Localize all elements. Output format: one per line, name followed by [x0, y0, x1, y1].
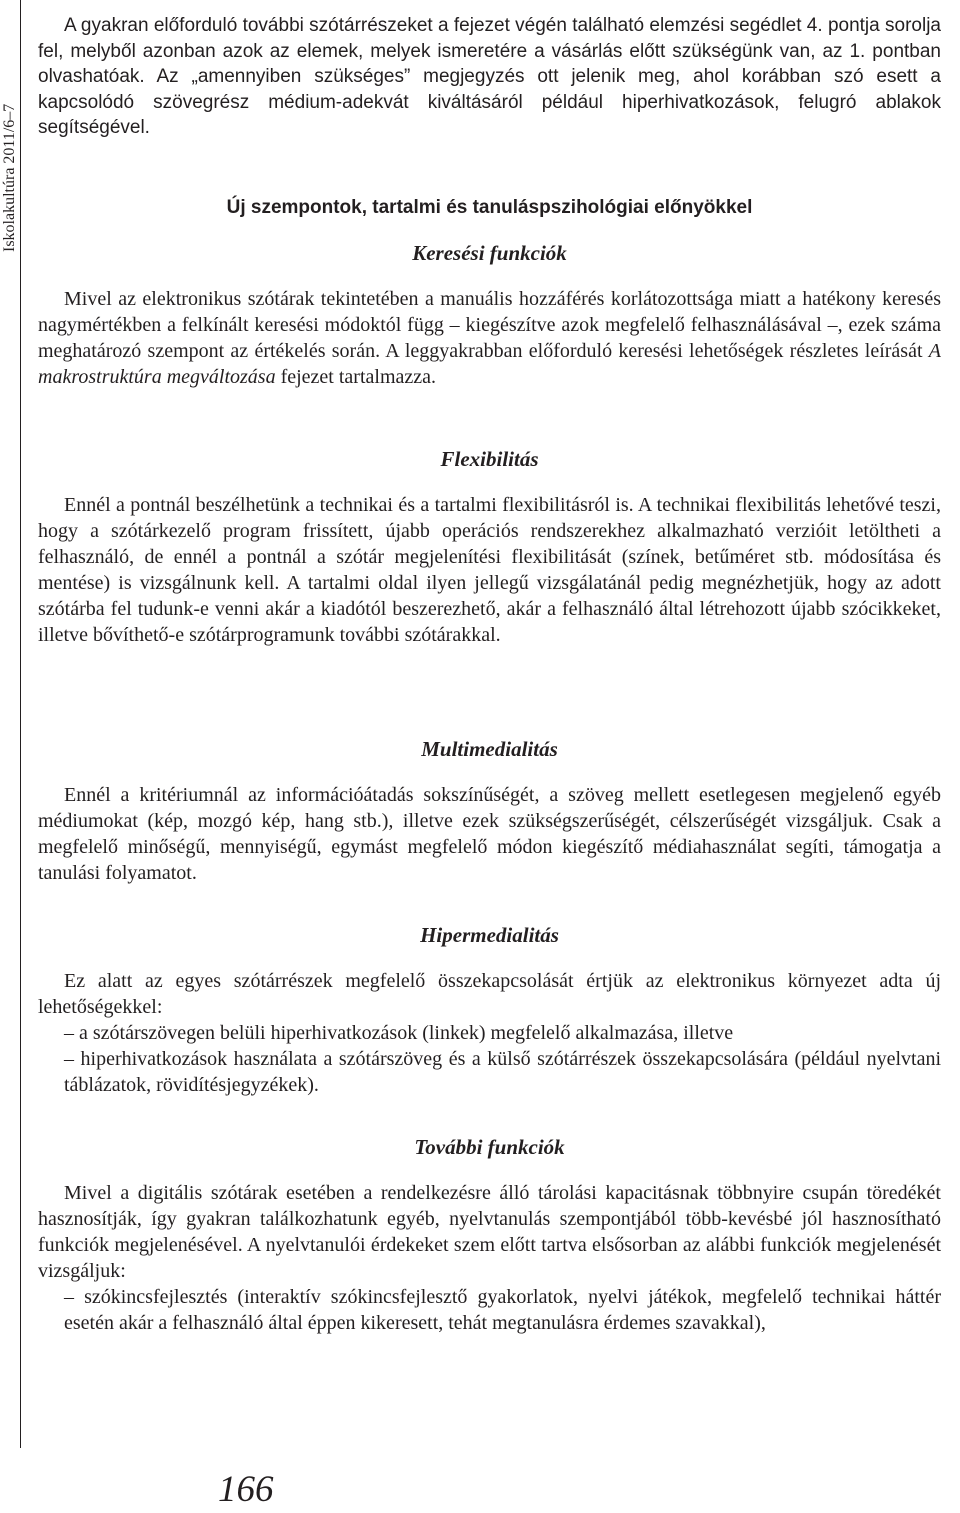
paragraph-multimedialitas: Ennél a kritériumnál az információátadás sokszínűségét, a szöveg mellett esetlegesen megjelenő egyéb médiumokat (kép, mozgó kép, hang stb.), illetve ezek szükségszerűségét, célszerűségét vizsgáljuk. Csak a megfelelő minőségű, mennyiségű, egymást megfelelő módon kiegészítő médiahasználat segíti, támogatja a tanulási folyamatot. [38, 784, 941, 884]
intro-paragraph: A gyakran előforduló további szótárrészeket a fejezet végén található elemzési segédlet 4. pontja sorolja fel, melyből azonban azok az elemek, melyek ismeretére a vásárlás előtt szükségünk van, az 1. pontban olvashatóak. Az „amennyiben szükséges” megjegyzés ott jelenik meg, ahol korábban szó esett a kapcsolódó szövegrész médium-adekvát kiváltásáról például hiperhivatkozások, felugró ablakok segítségével. [38, 15, 941, 139]
list-item: – a szótárszövegen belüli hiperhivatkozások (linkek) megfelelő alkalmazása, illetve [64, 1022, 734, 1044]
heading-flexibilitas: Flexibilitás [440, 447, 539, 471]
heading-tovabbi: További funkciók [414, 1135, 565, 1159]
paragraph-flexibilitas: Ennél a pontnál beszélhetünk a technikai és a tartalmi flexibilitásról is. A technikai flexibilitás lehetővé teszi, hogy a szótárkezelő program frissített, újabb operációs rendszerekhez alkalmazható verzióit letöltheti a felhasználó, de ennél a pontnál a szótár megjelenítési flexibilitását (színek, betűméret stb. módosítása és mentése) is vizsgálnunk kell. A tartalmi oldal ilyen jellegű vizsgálatánál pedig megnézhetjük, hogy az adott szótárba fel tudunk-e venni akár a kiadótól beszerezhető, akár a felhasználó által létrehozott újabb szócikkeket, illetve bővíthető-e szótárprogramunk további szótárakkal. [38, 494, 941, 646]
main-heading: Új szempontok, tartalmi és tanuláspszihológiai előnyökkel [226, 197, 753, 218]
running-head-bar [0, 0, 21, 1448]
list-item: – szókincsfejlesztés (interaktív szókincsfejlesztő gyakorlatok, nyelvi játékok, megfelelő technikai háttér esetén akár a felhasználó által éppen kikeresett, tehát megtanulásra érdemes szavakkal), [64, 1286, 941, 1334]
paragraph-hipermedialitas: Ez alatt az egyes szótárrészek megfelelő összekapcsolását értjük az elektronikus környezet adta új lehetőségekkel: [38, 970, 941, 1018]
heading-kereses: Keresési funkciók [412, 241, 567, 265]
running-head: Iskolakultúra 2011/6–7 [1, 103, 18, 252]
page-number: 166 [218, 1469, 274, 1510]
heading-multimedialitas: Multimedialitás [421, 737, 558, 761]
paragraph-tovabbi: Mivel a digitális szótárak esetében a rendelkezésre álló tárolási kapacitásnak többnyire csupán töredékét hasznosítják, így gyakran találkozhatunk egyéb, nyelvtanulás szempontjából több-kevésbé jól hasznosítható funkciók megjelenésével. A nyelvtanulói érdekeket szem előtt tartva elsősorban az alábbi funkciók megjelenését vizsgáljuk: [38, 1182, 941, 1282]
cross-reference: A makrostruktúra megváltozása [38, 340, 941, 388]
heading-hipermedialitas: Hipermedialitás [420, 923, 559, 947]
section-hipermedialitas [38, 968, 941, 1098]
section-tovabbi [38, 1180, 941, 1336]
page-body [38, 13, 941, 1336]
list-item: – hiperhivatkozások használata a szótárszöveg és a külső szótárrészek összekapcsolására (például nyelvtani táblázatok, rövidítésjegyzékek). [64, 1048, 941, 1096]
paragraph-kereses: Mivel az elektronikus szótárak tekintetében a manuális hozzáférés korlátozottsága miatt a hatékony keresés nagymértékben a felkínált keresési módoktól függ – kiegészítve azok megfelelő felhasználásával –, ezek száma meghatározó szempont az értékelés során. A leggyakrabban előforduló keresési lehetőségek részletes leírását A makrostruktúra megváltozása fejezet tartalmazza. [38, 288, 941, 388]
